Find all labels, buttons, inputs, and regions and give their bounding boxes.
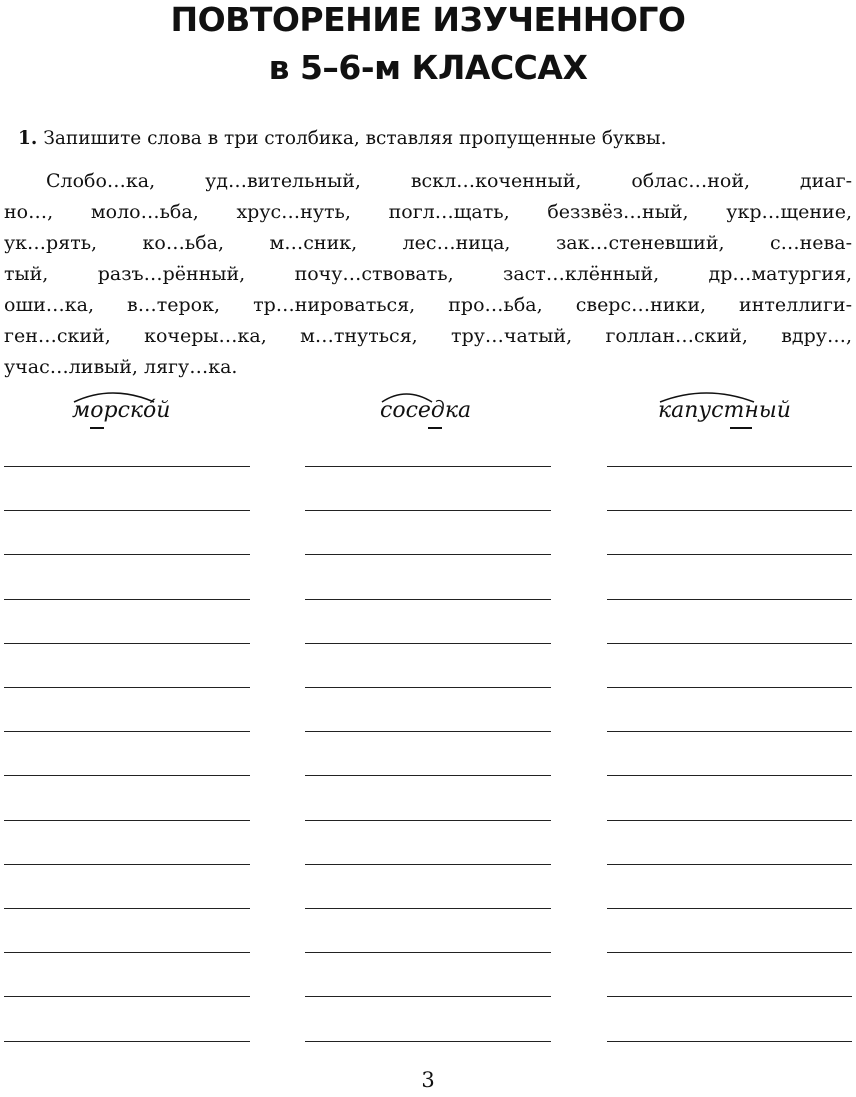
sample-word: морско́й [72,398,171,423]
answer-line[interactable] [607,908,852,909]
exercise-instruction [18,128,667,149]
answer-line[interactable] [305,731,551,732]
answer-line[interactable] [305,775,551,776]
answer-line[interactable] [305,864,551,865]
answer-line[interactable] [607,599,852,600]
answer-line[interactable] [305,510,551,511]
answer-line[interactable] [305,952,551,953]
answer-line[interactable] [607,510,852,511]
answer-line[interactable] [607,1041,852,1042]
answer-line[interactable] [607,643,852,644]
answer-line[interactable] [607,466,852,467]
answer-line[interactable] [4,952,250,953]
answer-line[interactable] [305,687,551,688]
text-line: Слобо…ка, уд…вительный, вскл…коченный, облас…ной, диаг- [46,170,852,192]
exercise-number: 1. [18,128,38,149]
answer-line[interactable] [305,996,551,997]
answer-line[interactable] [305,599,551,600]
answer-line[interactable] [607,554,852,555]
answer-line[interactable] [305,820,551,821]
text-line: но…, моло…ьба, хрус…нуть, погл…щать, беззвёз…ный, укр…щение, [4,201,852,223]
text-line: ген…ский, кочеры…ка, м…тнуться, тру…чатый, голлан…ский, вдру…, [4,325,852,347]
answer-line[interactable] [305,1041,551,1042]
answer-line[interactable] [305,643,551,644]
sample-word: капустный [658,398,791,423]
answer-line[interactable] [607,952,852,953]
answer-line[interactable] [4,599,250,600]
answer-line[interactable] [4,731,250,732]
answer-line[interactable] [4,864,250,865]
answer-line[interactable] [4,554,250,555]
answer-line[interactable] [607,996,852,997]
answer-line[interactable] [607,864,852,865]
answer-line[interactable] [607,731,852,732]
answer-line[interactable] [305,554,551,555]
text-line: тый, разъ…рённый, почу…ствовать, заст…клённый, др…матургия, [4,263,852,285]
sample-word-column-3 [658,380,808,436]
answer-line[interactable] [607,687,852,688]
sample-word-column-1 [72,380,192,436]
text-line: учас…ливый, лягу…ка. [4,356,238,378]
answer-line[interactable] [4,1041,250,1042]
text-line: ук…рять, ко…ьба, м…сник, лес…ница, зак…стеневший, с…нева- [4,232,852,254]
answer-line[interactable] [4,820,250,821]
answer-line[interactable] [4,687,250,688]
answer-line[interactable] [305,908,551,909]
answer-line[interactable] [4,775,250,776]
answer-line[interactable] [4,908,250,909]
answer-line[interactable] [4,510,250,511]
answer-line[interactable] [4,466,250,467]
answer-line[interactable] [4,996,250,997]
sample-word: соседка [380,398,472,423]
instruction-text: Запишите слова в три столбика, вставляя пропущенные буквы. [43,128,667,149]
answer-line[interactable] [607,775,852,776]
page-number: 3 [421,1068,435,1092]
text-line: оши…ка, в…терок, тр…нироваться, про…ьба, сверс…ники, интеллиги- [4,294,852,316]
answer-line[interactable] [305,466,551,467]
title-line-2: в 5–6-м КЛАССАХ [268,48,588,87]
answer-line[interactable] [607,820,852,821]
title-line-1: ПОВТОРЕНИЕ ИЗУЧЕННОГО [170,0,686,39]
answer-line[interactable] [4,643,250,644]
sample-word-column-2 [380,380,500,436]
